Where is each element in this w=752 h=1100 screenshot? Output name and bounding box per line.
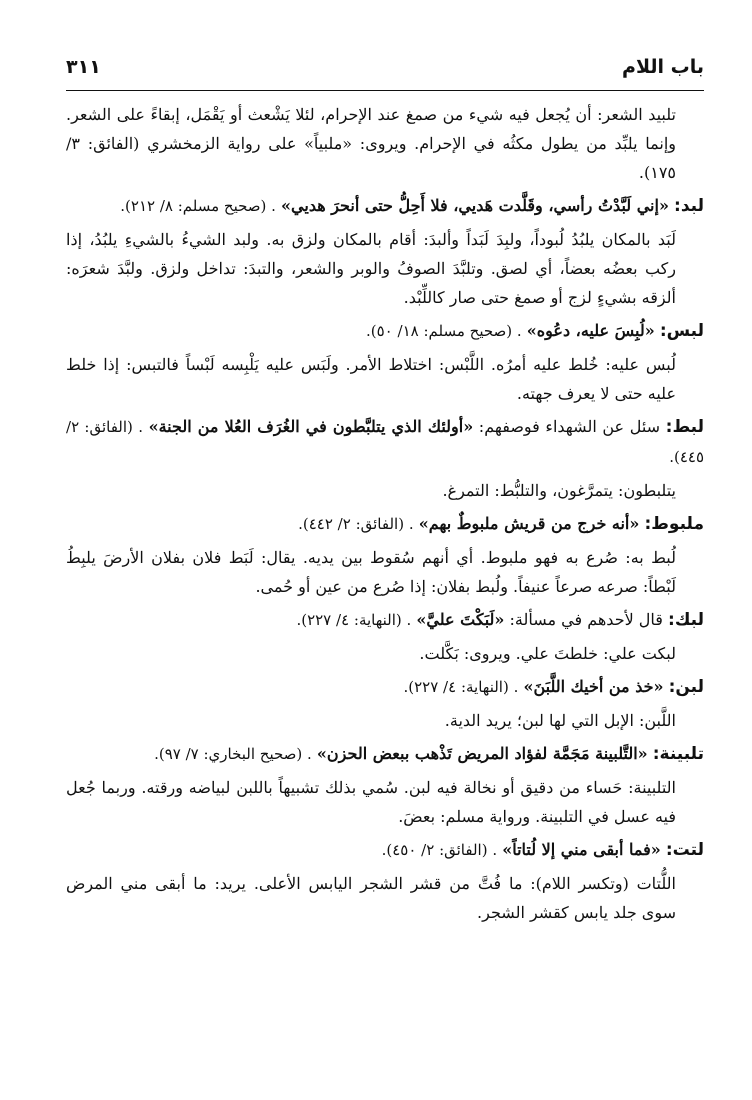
page-header (66, 50, 704, 91)
entry-ltt (66, 835, 704, 865)
source-ref: . (صحيح البخاري: ٧/ ٩٧). (154, 745, 312, 763)
hadith-quote: «إني لَبَّدْتُ رأسي، وقَلَّدت هَديي، فلا أَحِلُّ حتى أنحرَ هديي» (281, 196, 669, 215)
hadith-quote: «أنه خرج من قريش ملبوطٌ بهم» (418, 514, 640, 533)
entry-head: لتت: (665, 840, 704, 860)
entry-head: ملبوط: (644, 514, 704, 534)
entry-talbina (66, 739, 704, 769)
hadith-quote: «أولئك الذي يتلبَّطون في الغُرَف العُلا من الجنة» (148, 417, 474, 436)
source-ref: . (الفائق: ٢/ ٤٤٥). (66, 418, 704, 466)
entries-body (66, 100, 704, 931)
entry-head: لبك: (668, 610, 704, 630)
entry-paragraph: لَبَد بالمكان يلبُدُ لُبوداً، ولبِدَ لَبَداً وألبدَ: أقام بالمكان ولزق به. ولبد الشيءُ بالشيءِ يلبُدُ، إذا ركب بعضُه بعضاً، أي لصق. وتلبَّدَ الصوفُ والوبر والشعر، والتبدَ: تداخل ولزق. ولبَّدَ شعرَه: ألزقه بشيءٍ لزج أو صمغ حتى صار كاللِّبْد. (66, 230, 677, 307)
entry-paragraph: لُبط به: صُرع به فهو ملبوط. أي أنهم سُقوط بين يديه. يقال: لَبَط فلان بفلان الأرضَ يلبِطُ لَبْطاً: صرعه صرعاً عنيفاً. ولُبط بفلان: إذا صُرع من عين أو حُمى. (66, 548, 676, 596)
chapter-title: باب اللام (622, 56, 704, 78)
entry-malbut (66, 509, 704, 539)
entry-lead: قال لأحدهم في مسألة: (504, 610, 663, 629)
entry-lbk (66, 605, 704, 635)
hadith-quote: «لُبِسَ عليه، دعُوه» (526, 321, 655, 340)
source-ref: . (الفائق: ٢/ ٤٥٠). (381, 841, 498, 859)
source-ref: . (النهاية: ٤/ ٢٢٧). (403, 678, 519, 696)
source-ref: . (صحيح مسلم: ١٨/ ٥٠). (365, 322, 522, 340)
entry-lbn (66, 672, 704, 702)
hadith-quote: «خذ من أخيك اللَّبَنَ» (523, 677, 664, 696)
source-ref: . (النهاية: ٤/ ٢٢٧). (296, 611, 412, 629)
entry-paragraph: لُبس عليه: خُلط عليه أمرُه. اللَّبْس: اختلاط الأمر. ولَبَس عليه يَلْبِسه لَبْساً فالتبس: إذا خلط عليه حتى لا يعرف جهته. (66, 355, 676, 403)
entry-head: تلبينة: (652, 744, 704, 764)
page-number: ٣١١ (66, 56, 101, 78)
hadith-quote: «التَّلبينة مَجَمَّة لفؤاد المريض تَذْهب ببعض الحزن» (316, 744, 648, 763)
entry-paragraph: تلبيد الشعر: أن يُجعل فيه شيء من صمغ عند الإحرام، لئلا يَشْعث أو يَقْمَل، إبقاءً على الشعر. وإنما يلبِّد من يطول مكثُه في الإحرام. ويروى: «ملبياً» على رواية الزمخشري (الفائق: ٣/ ١٧٥). (66, 105, 676, 182)
entry-head: لبن: (668, 677, 704, 697)
entry-paragraph: التلبينة: حَساء من دقيق أو نخالة فيه لبن. سُمي بذلك تشبيهاً باللبن لبياضه ورقته. وربما جُعل فيه عسل في التلبينة. ورواية مسلم: بعضَ. (66, 778, 677, 826)
entry-head: لبس: (659, 321, 704, 341)
entry-head: لبط: (665, 417, 704, 437)
source-ref: . (الفائق: ٢/ ٤٤٢). (298, 515, 414, 533)
entry-lead: سئل عن الشهداء فوصفهم: (473, 417, 661, 436)
hadith-quote: «لَبَكْتَ عليَّ» (416, 610, 505, 629)
entry-head: لبد: (674, 196, 704, 216)
entry-paragraph: يتلبطون: يتمرَّغون، والتلبُّط: التمرغ. (442, 481, 676, 500)
entry-lbs (66, 316, 704, 346)
hadith-quote: «فما أبقى مني إلا لُتاتاً» (502, 840, 661, 859)
entry-lbd (66, 191, 704, 221)
entry-paragraph: اللُّتات (وتكسر اللام): ما فُتَّ من قشر الشجر اليابس الأعلى. يريد: ما أبقى مني المرض سوى جلد يابس كقشر الشجر. (66, 874, 677, 922)
entry-paragraph: لبكت علي: خلطتَ علي. ويروى: بَكَّلت. (419, 644, 676, 663)
entry-lbt (66, 412, 704, 472)
source-ref: . (صحيح مسلم: ٨/ ٢١٢). (120, 197, 276, 215)
entry-paragraph: اللَّبن: الإبل التي لها لبن؛ يريد الدية. (444, 711, 676, 730)
